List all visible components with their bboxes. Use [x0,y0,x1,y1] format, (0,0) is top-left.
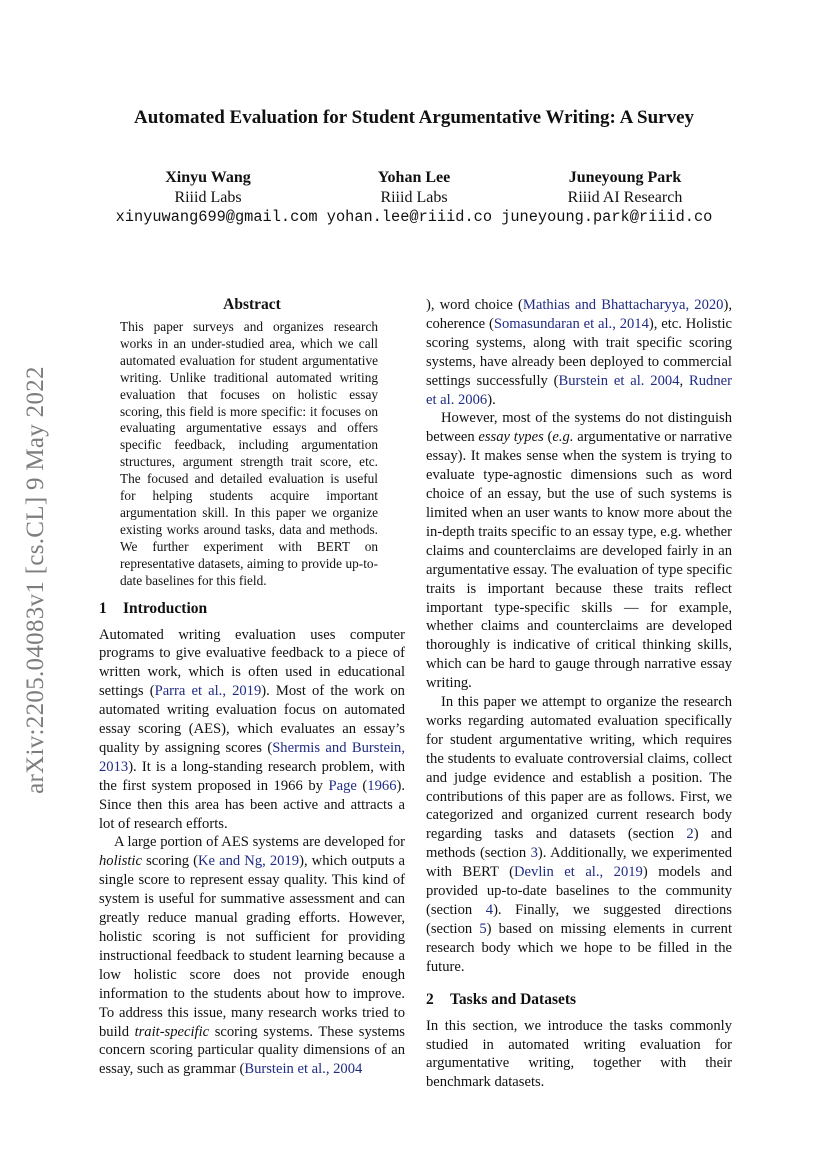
author-name: Yohan Lee [377,169,451,186]
citation-link[interactable]: Somasundaran et al., 2014 [493,315,649,332]
right-column [426,296,732,1092]
section-title: Introduction [123,599,208,617]
author-affiliation: Riiid Labs [380,189,448,206]
intro-paragraph-3: However, most of the systems do not distinguish between essay types (e.g. argumentative or narrative essay). It makes sense when the system is trying to evaluate type-agnostic dimensions such as word choice of an essay, but the use of such systems is limited when an user wants to know more about the in-depth traits specific to an essay type, e.g. whether claims and counterclaims are developed fairly in an argumentative essay. The evaluation of type specific traits is important because these traits reflect important type-specific skills — for example, whether claims and counterclaims are developed thoroughly is indicative of critical thinking skills, which can be hard to gauge through narrative essay writing. [426,410,733,692]
author-block [354,168,474,208]
left-column [99,296,405,1079]
citation-link[interactable]: Page [328,777,357,794]
section-heading-tasks [426,991,732,1009]
intro-paragraph-4: In this paper we attempt to organize the research works regarding automated evaluation specifically for student argumentative writing, which requires the students to evaluate controversial claims, collect and judge evidence and establish a position. The contributions of this paper are as follows. First, we categorized and organized current research body regarding tasks and datasets (section 2) and methods (section 3). Additionally, we experimented with BERT (Devlin et al., 2019) models and provided up-to-date baselines to the community (section 4). Finally, we suggested directions (section 5) based on missing elements in current research body which we hope to be filled in the future. [426,694,732,975]
section-number: 2 [426,990,434,1008]
author-block [148,168,268,208]
citation-link[interactable]: Shermis and Burstein, 2013 [99,739,405,775]
author-name: Juneyoung Park [568,169,682,186]
tasks-paragraph-1: In this section, we introduce the tasks commonly studied in automated writing evaluation for argumentative writing, together with their benchmark datasets. [426,1017,732,1091]
intro-paragraph-2-continued: ), word choice (Mathias and Bhattacharyya, 2020), coherence (Somasundaran et al., 2014), etc. Holistic scoring systems, along with trait specific scoring systems, have already been deployed to commercial settings successfully (Burstein et al. 2004, Rudner et al. 2006). [426,297,732,408]
citation-link[interactable]: Rudner et al. 2006 [426,372,732,408]
section-number: 1 [99,599,107,617]
section-heading-introduction [99,600,405,618]
section-ref-link[interactable]: 2 [686,826,694,843]
section-ref-link[interactable]: 5 [479,920,487,937]
author-emails: xinyuwang699@gmail.com yohan.lee@riiid.co juneyoung.park@riiid.co [115,208,713,226]
citation-link[interactable]: Devlin et al., 2019 [514,864,643,881]
abstract-body: This paper surveys and organizes research works in an under-studied area, which we call automated evaluation for student argumentative writing. Unlike traditional automated writing evaluation that focuses on holistic essay scoring, this field is more specific: it focuses on evaluating argumentative essays and offers specific feedback, including argumentation structures, argument strength trait score, etc. The focused and detailed evaluation is useful for helping students acquire important argumentation skill. In this paper we organize existing works around tasks, data and methods. We further experiment with BERT on representative datasets, aiming to provide up-to-date baselines for this field. [120,319,378,588]
section-ref-link[interactable]: 4 [485,902,494,918]
citation-link[interactable]: Ke and Ng, 2019 [198,853,300,870]
section-title: Tasks and Datasets [450,990,577,1008]
author-block [552,168,698,208]
citation-link[interactable]: Burstein et al., 2004 [244,1061,363,1078]
author-affiliation: Riiid AI Research [567,189,683,206]
citation-link[interactable]: Mathias and Bhattacharyya, 2020 [522,297,724,313]
author-name: Xinyu Wang [165,169,251,186]
section-ref-link[interactable]: 3 [530,845,538,862]
intro-paragraph-2: A large portion of AES systems are developed for holistic scoring (Ke and Ng, 2019), which outputs a single score to represent essay quality. This kind of system is useful for summative assessment and can greatly reduce manual grading efforts. However, holistic scoring is not sufficient for providing instructional feedback to student learning because a low holistic score does not provide enough information to the students about how to improve. To address this issue, many research works tried to build trait-specific scoring systems. These systems concern scoring particular quality dimensions of an essay, such as grammar (Burstein et al., 2004 [99,834,405,1078]
citation-link[interactable]: Burstein et al. 2004 [558,372,680,389]
arxiv-stamp: arXiv:2205.04083v1 [cs.CL] 9 May 2022 [22,366,49,794]
paper-title: Automated Evaluation for Student Argumentative Writing: A Survey [134,107,694,128]
citation-link[interactable]: Parra et al., 2019 [154,683,262,700]
abstract-heading: Abstract [223,296,281,313]
citation-link[interactable]: 1966 [367,777,397,794]
author-affiliation: Riiid Labs [174,189,242,206]
intro-paragraph-1: Automated writing evaluation uses computer programs to give evaluative feedback to a piece of written work, which is often used in educational settings (Parra et al., 2019). Most of the work on automated writing evaluation focus on automated essay scoring (AES), which evaluates an essay’s quality by assigning scores (Shermis and Burstein, 2013). It is a long-standing research problem, with the first system proposed in 1966 by Page (1966). Since then this area has been active and attracts a lot of research efforts. [99,626,405,832]
